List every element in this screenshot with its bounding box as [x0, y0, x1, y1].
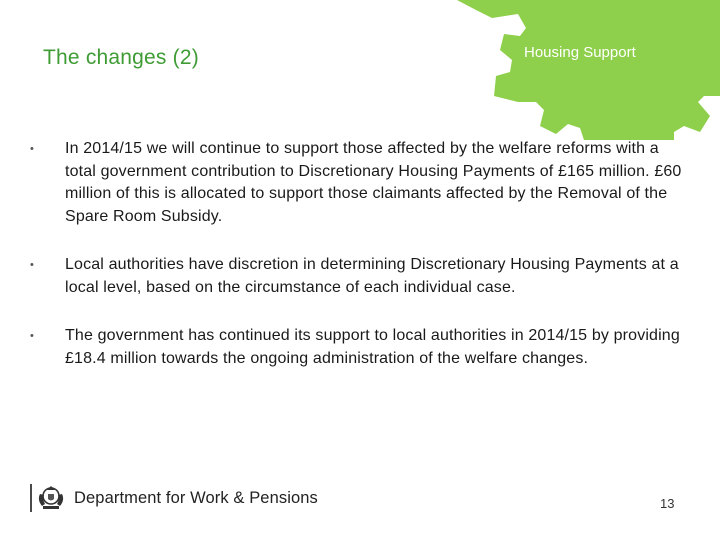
- bullet-marker: •: [30, 143, 35, 155]
- bullet-text: Local authorities have discretion in determining Discretionary Housing Payments at a local level, based on the circumstance of each individual case.: [65, 256, 679, 296]
- royal-crest-icon: [36, 484, 66, 512]
- bullet-marker: •: [30, 330, 35, 342]
- bullet-text: The government has continued its support to local authorities in 2014/15 by providing £18.4 million towards the ongoing administration of the welfare changes.: [65, 327, 680, 367]
- bullet-item: [30, 325, 690, 370]
- bullet-list: [30, 138, 690, 370]
- gear-shape: [452, 0, 720, 140]
- bullet-item: [30, 138, 690, 228]
- slide-title: The changes (2): [43, 46, 199, 69]
- page-number: 13: [660, 496, 675, 511]
- organisation-name: Department for Work & Pensions: [74, 488, 318, 507]
- logo-divider: [30, 484, 32, 512]
- bullet-text: In 2014/15 we will continue to support those affected by the welfare reforms with a total government contribution to Discretionary Housing Payments of £165 million. £60 million of this is allocated to support those claimants affected by the Removal of the Spare Room Subsidy.: [65, 140, 682, 225]
- section-label: Housing Support: [524, 44, 636, 61]
- bullet-item: [30, 254, 690, 299]
- dwp-logo: [30, 482, 318, 514]
- bullet-marker: •: [30, 259, 35, 271]
